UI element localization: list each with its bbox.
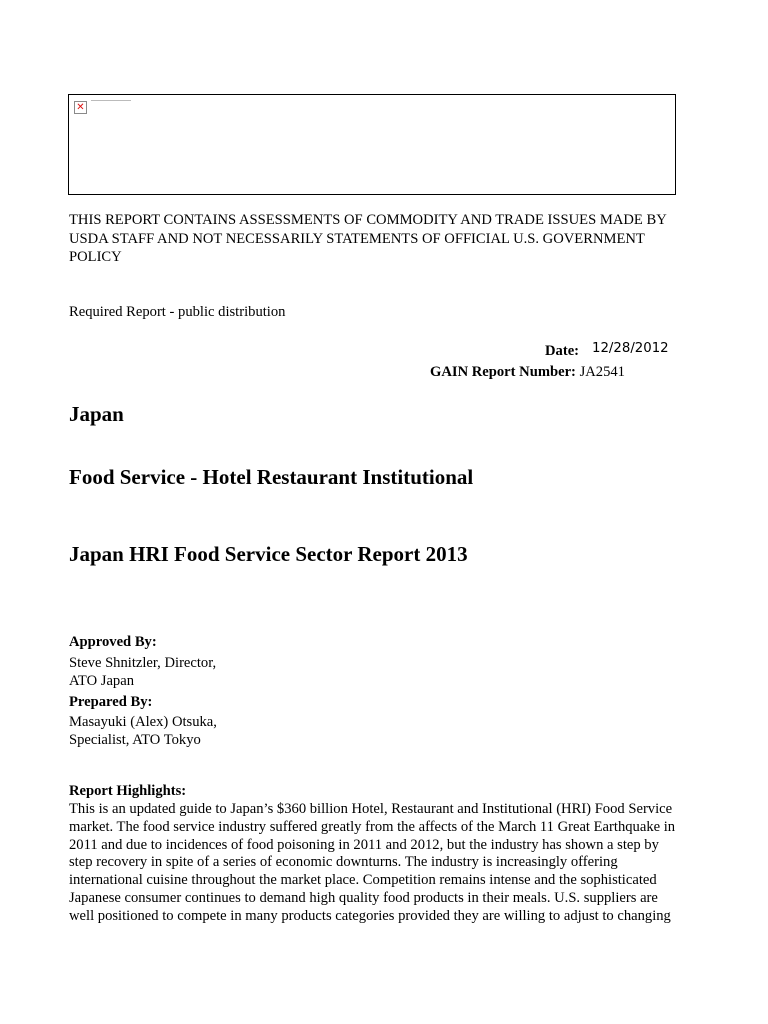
header-image-placeholder <box>68 94 676 195</box>
highlights-line: well positioned to compete in many products categories provided they are willing to adjust to changing <box>69 907 671 924</box>
gain-label: GAIN Report Number: <box>430 364 576 380</box>
highlights-line: 2011 and due to incidences of food poisoning in 2011 and 2012, but the industry has shown a step by <box>69 836 659 853</box>
highlights-line: Japanese consumer continues to demand high quality food products in their meals. U.S. suppliers are <box>69 889 658 906</box>
approved-by-label: Approved By: <box>69 634 157 650</box>
approved-by-line: Steve Shnitzler, Director, <box>69 655 217 671</box>
gain-value: JA2541 <box>579 364 625 380</box>
disclaimer-line: USDA STAFF AND NOT NECESSARILY STATEMENTS OF OFFICIAL U.S. GOVERNMENT <box>69 230 645 247</box>
highlights-label: Report Highlights: <box>69 783 187 799</box>
highlights-line: step recovery in spite of a series of economic downturns. The industry is increasingly offering <box>69 854 618 871</box>
highlights-line: international cuisine throughout the market place. Competition remains intense and the sophisticated <box>69 872 657 889</box>
approved-by-line: ATO Japan <box>69 673 134 689</box>
date-label: Date: <box>545 343 580 359</box>
broken-image-icon: ✕ <box>74 101 87 114</box>
highlights-body <box>69 801 701 926</box>
prepared-by-line: Masayuki (Alex) Otsuka, <box>69 714 217 730</box>
prepared-by-line: Specialist, ATO Tokyo <box>69 732 201 748</box>
category-heading: Food Service - Hotel Restaurant Institutional <box>69 465 474 489</box>
image-alt-placeholder <box>91 100 131 104</box>
distribution-note: Required Report - public distribution <box>69 304 286 320</box>
date-value: 12/28/2012 <box>592 341 669 356</box>
country-heading: Japan <box>69 402 124 426</box>
highlights-line: market. The food service industry suffered greatly from the affects of the March 11 Great Earthquake in <box>69 818 676 835</box>
gain-report-number <box>430 364 625 381</box>
report-title: Japan HRI Food Service Sector Report 2013 <box>69 542 468 566</box>
highlights-line: This is an updated guide to Japan’s $360 billion Hotel, Restaurant and Institutional (HRI) Food Service <box>69 801 673 817</box>
disclaimer-line: POLICY <box>69 249 122 265</box>
disclaimer-line: THIS REPORT CONTAINS ASSESSMENTS OF COMMODITY AND TRADE ISSUES MADE BY <box>69 212 667 228</box>
disclaimer <box>69 211 709 267</box>
prepared-by-label: Prepared By: <box>69 694 153 710</box>
